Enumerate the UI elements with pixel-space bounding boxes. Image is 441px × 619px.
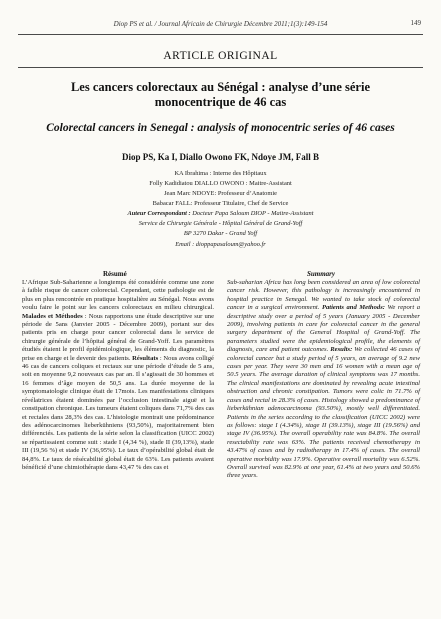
corresponding-author-label: Auteur Correspondant : bbox=[127, 210, 191, 217]
corresponding-author bbox=[0, 210, 441, 218]
summary-keyword-results: Results: bbox=[330, 346, 353, 354]
authors: Diop PS, Ka I, Diallo Owono FK, Ndoye JM, Fall B bbox=[121, 152, 319, 162]
affiliation: KA Ibrahima : Interne des Hôpitaux bbox=[174, 170, 267, 177]
affiliation: Babacar FALL: Professeur Titulaire, Chef de Service bbox=[152, 200, 289, 207]
title-french: Les cancers colorectaux au Sénégal : analyse d’une série monocentrique de 46 cas bbox=[70, 80, 371, 109]
page-number: 149 bbox=[410, 19, 421, 27]
resume-keyword-results: Résultats bbox=[132, 354, 159, 362]
resume-heading: Résumé bbox=[103, 270, 127, 278]
affiliation: Jean Marc NDOYE: Professeur d’Anatomie bbox=[164, 190, 277, 197]
resume-keyword-methods: Malades et Méthodes bbox=[22, 312, 83, 320]
summary-keyword-methods: Patients and Methods: bbox=[321, 304, 385, 312]
summary-heading: Summary bbox=[307, 270, 336, 278]
corresponding-author-address: BP 3270 Dakar - Grand Yoff bbox=[183, 230, 258, 237]
header-rule bbox=[18, 34, 423, 35]
corresponding-author-name: Docteur Papa Saloum DIOP - Maitre-Assistant bbox=[192, 210, 314, 217]
article-type: ARTICLE ORIGINAL bbox=[163, 50, 278, 62]
resume-body: L’Afrique Sub-Saharienne a longtemps été considérée comme une zone à faible risque de cancer colorectal. Cependant, cette pathologie est de plus en plus rencontrée en pratique hospitalière au Sénégal. Nous avons voulu faire le point sur les cancers colorectaux en milieu chirurgical. Malades et Méthodes : Nous rapportons une étude descriptive sur une période de 5ans (Janvier 2005 - Décembre 2009), portant sur des patients pris en charge pour cancer colorectal dans le service de chirurgie générale de l’hôpital général de Grand-Yoff. Les paramètres étudiés étaient le profil épidémiologique, les éléments du diagnostic, la prise en charge et le devenir des patients. Résultats : Nous avons colligé 46 cas de cancers coliques et rectaux sur une période d’étude de 5 ans, soit en moyenne 9,2 nouveaux cas par an. Il s’agissait de 30 hommes et 16 femmes d’âge moyen de 50,5 ans. La durée moyenne de la symptomatologie clinique était de 17mois. Les manifestations cliniques révélatrices étaient dominées par l’occlusion intestinale aiguë et la constipation chronique. Les tumeurs étaient coliques dans 71,7% des cas et rectales dans 28,3% des cas. L’histologie montrait une prédominance des adénocarcinomes lieberkühniens (93,50%), majoritairement bien différenciés. Les patients de la série selon la classification (UICC 2002) se répartissaient comme suit : stade I (4,34 %), stade II (39,13%), stade III (19,56 %) et stade IV (36,95%). Le taux d’opérabilité global était de 84,8%. Le taux de résécabilité global était de 63%. Les patients avaient bénéficié d’une chimiothérapie dans 43,47 % des cas et bbox=[22, 279, 214, 471]
summary-body: Sub-saharian Africa has long been considered an area of low colorectal cancer risk. However, this pathology is increasingly encountered in hospital practice in Senegal. We wanted to take stock of colorectal cancer in a surgical environment. Patients and Methods: We report a descriptive study over a period of 5 years (January 2005 - December 2009), involving patients in care for colorectal cancer in the general surgery department of the General Hospital of Grand-Yoff. The parameters studied were the epidemiological profile, the elements of diagnosis, care and patient outcomes. Results: We collected 46 cases of colorectal cancer but a study period of 5 years, an average of 9.2 new cases per year. They were 30 men and 16 women with a mean age of 50.5 years. The average duration of clinical symptoms was 17 months. The clinical manifestations are dominated by revealing acute intestinal obstruction and chronic constipation. Tumors were colic in 71.7% of cases and rectal in 28.3% of cases. Histology showed a predominance of lieberkühnian adenocarcinoma (93.50%), mostly well differentiated. Patients in the series according to the classification (UICC 2002) were as follows: stage I (4.34%), stage II (39.13%), stage III (19.56%) and stage IV (36.95%). The overall operability rate was 84.8%. The overall resectability rate was 63%. The patients received chemotherapy in 43.47% of cases and by radiotherapy in 17.4% of cases. The overall operative morbidity was 17.9%. Operative overall mortality was 6.52%. Overall survival was 82.9% at one year, 61.4% at two years and 50.6% three years. bbox=[227, 279, 421, 480]
title-english: Colorectal cancers in Senegal : analysis of monocentric series of 46 cases bbox=[46, 122, 395, 134]
affiliation: Folly Kadidiatou DIALLO OWONO : Maitre-Assistant bbox=[149, 180, 292, 187]
running-head: Diop PS et al. / Journal Africain de Chirurgie Décembre 2011;1(3):149-154 bbox=[113, 20, 328, 28]
corresponding-author-department: Service de Chirurgie Générale - Hôpital Général de Grand-Yoff bbox=[138, 220, 303, 227]
article-type-rule bbox=[18, 67, 423, 68]
corresponding-author-email: Email : dioppapasaloum@yahoo.fr bbox=[175, 241, 266, 248]
